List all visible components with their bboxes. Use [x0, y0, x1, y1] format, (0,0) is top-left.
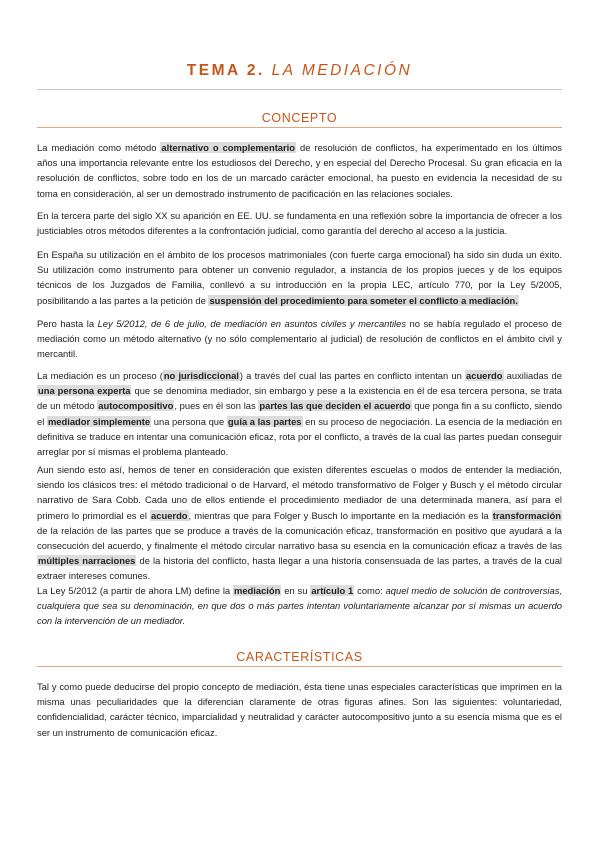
title-rule: [37, 89, 562, 90]
document-title: [40, 62, 559, 80]
paragraph-3: En España su utilización en el ámbito de los procesos matrimoniales (con fuerte carga emocional) ha sido sin duda un éxito. Su utilización como instrumento para obtener un convenio regulador, a instancia de los propios jueces y de los equipos técnicos de los Juzgados de Familia, conllevó a su introducción en la propia LEC, artículo 770, por la Ley 5/2005, posibilitando a las partes a la petición de suspensión del procedimiento para someter el conflicto a mediación.: [37, 249, 562, 306]
title-number: TEMA 2.: [186, 62, 265, 79]
paragraph-1: La mediación como método alternativo o complementario de resolución de conflictos, ha experimentado en los últimos años una importancia relevante entre los estudiosos del Derecho, y en especial del Derecho Procesal. Su gran eficacia en la resolución de conflictos, sobre todo en los de un marcado carácter emocional, ha puesto en evidencia la necesidad de su toma en consideración, al ser un demostrado instrumento de pacificación en las relaciones sociales.: [37, 142, 562, 199]
section-heading-caracteristicas: CARACTERÍSTICAS: [37, 650, 562, 667]
paragraph-7: La Ley 5/2012 (a partir de ahora LM) define la mediación en su artículo 1 como: aquel medio de solución de controversias, cualquiera que sea su denominación, en que dos o más partes intentan voluntariamente alcanzar por sí mismas un acuerdo con la intervención de un mediador.: [37, 585, 562, 627]
paragraph-6: Aun siendo esto así, hemos de tener en consideración que existen diferentes escuelas o modos de entender la mediación, siendo los clásicos tres: el método tradicional o de Harvard, el método transformativo de Folger y Busch y el método circular narrativo de Sara Cobb. Cada uno de ellos entiende el procedimiento mediador de una determinada manera, así para el primero lo primordial es el acuerdo, mientras que para Folger y Busch lo importante en la mediación es la transformación de la relación de las partes que se produce a través de la comunicación eficaz, transformación en positivo que ayudará a la consecución del acuerdo, y finalmente el método circular narrativo basa su esencia en la comunicación eficaz a través de las múltiples narraciones de la historia del conflicto, hasta llegar a una historia consensuada de las partes, a través de la cual extraer intereses comunes.: [37, 464, 562, 582]
paragraph-2: En la tercera parte del siglo XX su aparición en EE. UU. se fundamenta en una reflexión sobre la importancia de ofrecer a los justiciables otros métodos diferentes a la confrontación judicial, como garantía del derecho al acceso a la justicia.: [37, 210, 562, 237]
paragraph-8: Tal y como puede deducirse del propio concepto de mediación, ésta tiene unas especiales características que imprimen en la misma unas peculiaridades que la diferencian claramente de otras figuras afines. Son las siguientes: voluntariedad, confidencialidad, carácter técnico, imparcialidad y neutralidad y carácter autocompositivo junto a su esencia misma que es el ser un instrumento de comunicación eficaz.: [37, 681, 562, 738]
paragraph-5: La mediación es un proceso (no jurisdiccional) a través del cual las partes en conflicto intentan un acuerdo auxiliadas de una persona experta que se denomina mediador, sin embargo y pese a la existencia en él de esa tercera persona, se trata de un método autocompositivo, pues en él son las partes las que deciden el acuerdo que ponga fin a su conflicto, siendo el mediador simplemente una persona que guía a las partes en su proceso de negociación. La esencia de la mediación en definitiva se traduce en intentar una comunicación eficaz, rota por el conflicto, a través de la cual las partes puedan conseguir arreglar por sí mismas el problema planteado.: [37, 370, 563, 458]
section-heading-concepto: CONCEPTO: [37, 111, 562, 128]
paragraph-4: Pero hasta la Ley 5/2012, de 6 de julio, de mediación en asuntos civiles y mercantiles no se había regulado el proceso de mediación como un método alternativo (y no sólo complementario al judicial) de resolución de conflictos en el ámbito civil y mercantil.: [37, 318, 562, 360]
title-subtitle: LA MEDIACIÓN: [271, 62, 413, 79]
